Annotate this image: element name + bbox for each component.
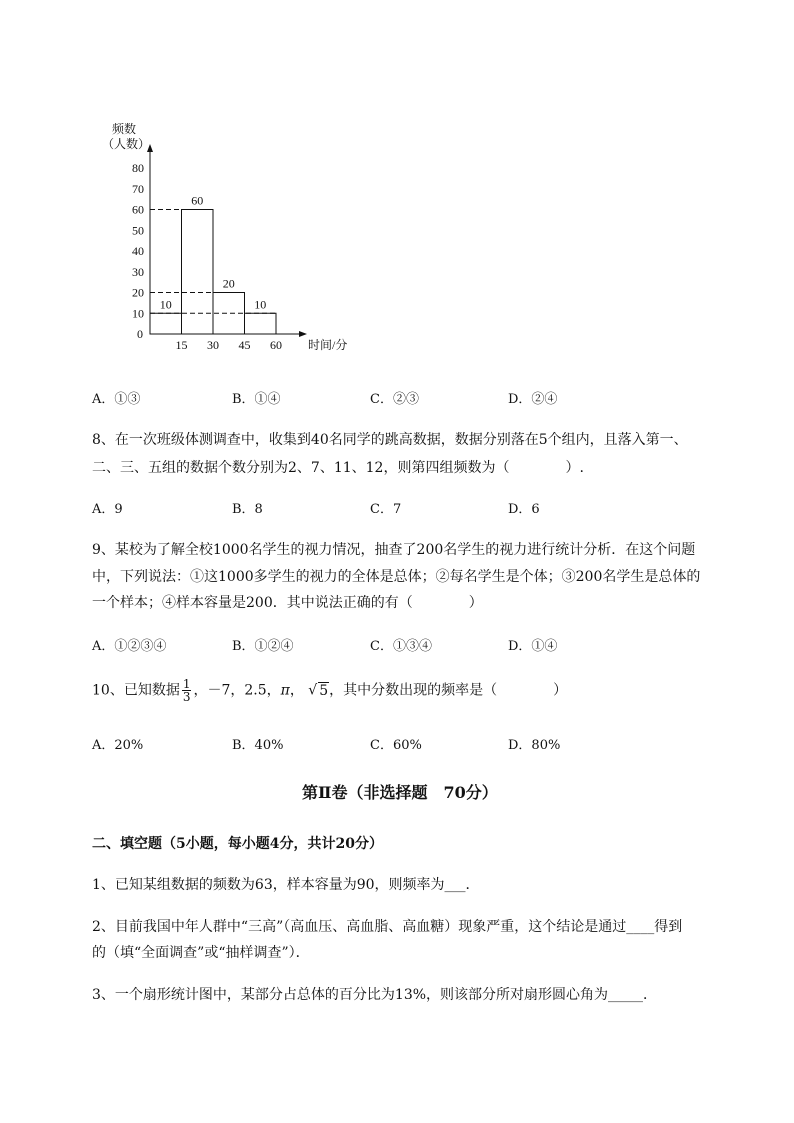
q10-option-c[interactable]: C．60%: [370, 738, 422, 753]
q10-option-b[interactable]: B．40%: [232, 738, 284, 753]
q10-option-a[interactable]: A．20%: [92, 738, 144, 753]
q8-option-b[interactable]: B．8: [232, 502, 263, 517]
fill-question-1: 1、已知某组数据的频数为63，样本容量为90，则频率为___．: [92, 877, 480, 893]
q10-suffix: ，其中分数出现的频率是（ ）: [329, 682, 568, 699]
q9-option-a[interactable]: A．①②③④: [92, 639, 167, 654]
sqrt-argument: 5: [319, 682, 329, 699]
y-tick-label: 80: [132, 161, 144, 175]
y-axis-label-line1: 频数: [112, 122, 137, 136]
q9-stem-line2: 中，下列说法：①这1000多学生的视力的全体是总体；②每名学生是个体；③200名学生是总体的: [92, 569, 701, 585]
histogram-chart: [0, 0, 794, 380]
y-tick-label: 60: [132, 202, 144, 217]
bar-value-label: 10: [159, 297, 172, 312]
fill-question-2-line1: 2、目前我国中年人群中“三高”（高血压、高血脂、高血糖）现象严重，这个结论是通过____得到: [92, 919, 683, 935]
fill-question-3: 3、一个扇形统计图中，某部分占总体的百分比为13%，则该部分所对扇形圆心角为_____．: [92, 987, 658, 1003]
q10-stem: [92, 678, 567, 703]
q10-option-d[interactable]: D．80%: [508, 738, 561, 753]
y-tick-label: 40: [132, 244, 144, 258]
histogram-bar: [245, 313, 277, 334]
bar-value-label: 10: [254, 297, 267, 312]
y-axis-label-line2: （人数）: [102, 137, 151, 151]
bar-value-label: 60: [191, 193, 204, 208]
x-axis-label: 时间/分: [308, 338, 348, 352]
q9-option-b[interactable]: B．①②④: [232, 639, 294, 654]
q7-option-b[interactable]: B．①④: [232, 392, 281, 407]
y-tick-label: 70: [132, 181, 144, 196]
q8-stem-line2: 二、三、五组的数据个数分别为2、7、11、12，则第四组频数为（ ）.: [92, 460, 584, 476]
y-tick-label: 30: [132, 264, 144, 279]
q10-prefix: 10、已知数据: [92, 682, 180, 699]
sqrt-sign: √: [308, 682, 318, 699]
q7-option-d[interactable]: D．②④: [508, 392, 558, 407]
q9-stem-line3: 一个样本；④样本容量是200．其中说法正确的有（ ）: [92, 595, 483, 611]
q9-stem-line1: 9、某校为了解全校1000名学生的视力情况，抽查了200名学生的视力进行统计分析．在这个问题: [92, 542, 696, 558]
q8-option-d[interactable]: D．6: [508, 502, 540, 517]
fraction-numerator: 1: [182, 677, 191, 691]
x-tick-label: 15: [175, 338, 188, 352]
fraction-one-third: [182, 678, 192, 703]
q8-option-c[interactable]: C．7: [370, 502, 402, 517]
y-tick-label: 10: [132, 306, 144, 321]
bar-value-label: 20: [222, 276, 235, 291]
x-tick-label: 30: [207, 338, 219, 352]
x-axis-arrow: [299, 331, 307, 337]
histogram-bar: [150, 313, 182, 334]
x-tick-labels: [176, 338, 283, 352]
q9-option-c[interactable]: C．①③④: [370, 639, 432, 654]
q8-option-a[interactable]: A．9: [92, 502, 123, 517]
x-tick-label: 60: [270, 338, 282, 352]
section-title: 第Ⅱ卷（非选择题 70分）: [302, 783, 498, 802]
part2-heading: 二、填空题（5小题，每小题4分，共计20分）: [92, 836, 383, 852]
y-tick-label: 50: [132, 223, 144, 238]
q10-comma: ，: [289, 682, 304, 699]
x-tick-label: 45: [238, 338, 251, 352]
histogram-bar: [182, 210, 214, 335]
y-tick-label: 20: [132, 285, 144, 300]
y-tick-labels: [132, 161, 144, 320]
q8-stem-line1: 8、在一次班级体测调查中，收集到40名同学的跳高数据，数据分别落在5个组内，且落入第一、: [92, 432, 688, 448]
q7-option-a[interactable]: A．①③: [92, 392, 141, 407]
fill-question-2-line2: 的（填“全面调查”或“抽样调查”）．: [92, 945, 310, 961]
fraction-denominator: 3: [182, 690, 191, 704]
q10-middle: ，－7，2.5，: [193, 682, 281, 699]
origin-label: 0: [137, 327, 143, 341]
q7-option-c[interactable]: C．②③: [370, 392, 419, 407]
pi-symbol: π: [280, 682, 290, 699]
histogram-bars: [150, 210, 276, 335]
q9-option-d[interactable]: D．①④: [508, 639, 558, 654]
